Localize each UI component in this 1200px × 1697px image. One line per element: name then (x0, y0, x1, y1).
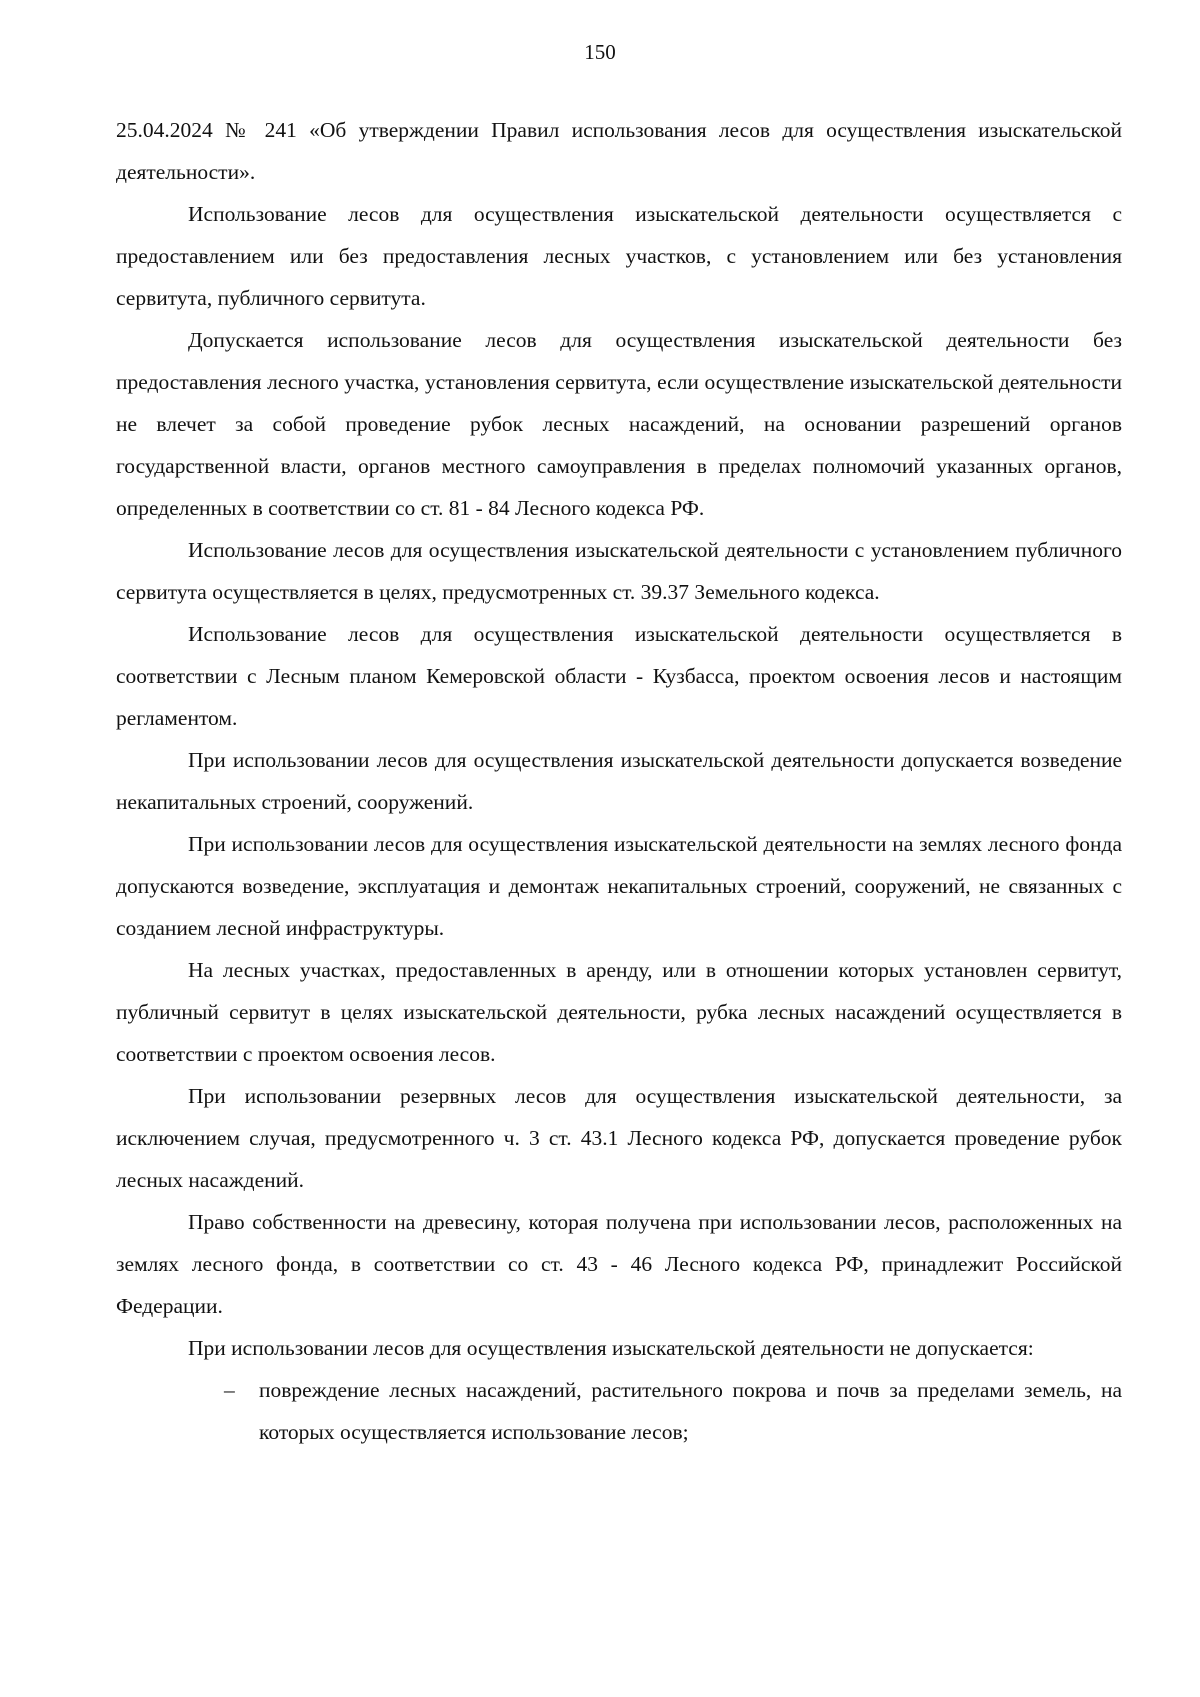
paragraph: Использование лесов для осуществления изыскательской деятельности осуществляется в соответствии с Лесным планом Кемеровской области - Кузбасса, проектом освоения лесов и настоящим регламентом. (116, 622, 1122, 730)
paragraph: При использовании лесов для осуществления изыскательской деятельности допускается возведение некапитальных строений, сооружений. (116, 748, 1122, 814)
page-number: 150 (584, 40, 616, 64)
paragraph: При использовании лесов для осуществления изыскательской деятельности не допускается: (188, 1336, 1034, 1360)
paragraph: Право собственности на древесину, которая получена при использовании лесов, расположенных на землях лесного фонда, в соответствии со ст. 43 - 46 Лесного кодекса РФ, принадлежит Российской Федерации. (116, 1210, 1122, 1318)
list-item-text: повреждение лесных насаждений, растительного покрова и почв за пределами земель, на которых осуществляется использование лесов; (259, 1378, 1122, 1444)
paragraph: При использовании резервных лесов для осуществления изыскательской деятельности, за исключением случая, предусмотренного ч. 3 ст. 43.1 Лесного кодекса РФ, допускается проведение рубок лесных насаждений. (116, 1084, 1122, 1192)
paragraph: Допускается использование лесов для осуществления изыскательской деятельности без предоставления лесного участка, установления сервитута, если осуществление изыскательской деятельности не влечет за собой проведение рубок лесных насаждений, на основании разрешений органов государственной власти, органов местного самоуправления в пределах полномочий указанных органов, определенных в соответствии со ст. 81 - 84 Лесного кодекса РФ. (116, 328, 1122, 520)
paragraph: Использование лесов для осуществления изыскательской деятельности с установлением публичного сервитута осуществляется в целях, предусмотренных ст. 39.37 Земельного кодекса. (116, 538, 1122, 604)
document-body (116, 109, 1122, 1453)
paragraph: На лесных участках, предоставленных в аренду, или в отношении которых установлен сервитут, публичный сервитут в целях изыскательской деятельности, рубка лесных насаждений осуществляется в соответствии с проектом освоения лесов. (116, 958, 1122, 1066)
paragraph: Использование лесов для осуществления изыскательской деятельности осуществляется с предоставлением или без предоставления лесных участков, с установлением или без установления сервитута, публичного сервитута. (116, 202, 1122, 310)
paragraph: При использовании лесов для осуществления изыскательской деятельности на землях лесного фонда допускаются возведение, эксплуатация и демонтаж некапитальных строений, сооружений, не связанных с созданием лесной инфраструктуры. (116, 832, 1122, 940)
paragraph-continuation: 25.04.2024 № 241 «Об утверждении Правил использования лесов для осуществления изыскательской деятельности». (116, 118, 1122, 184)
list-item (116, 1369, 1122, 1453)
list-dash-marker: – (224, 1378, 235, 1402)
